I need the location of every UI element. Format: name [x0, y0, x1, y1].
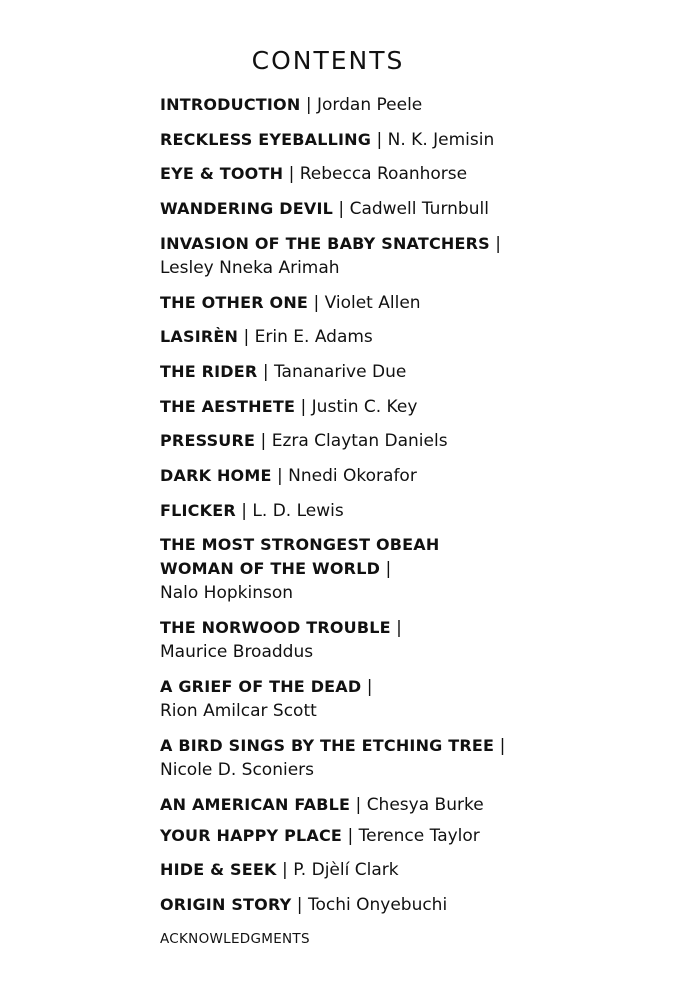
entry-author: Tochi Onyebuchi [307, 895, 448, 915]
entry-author: Terence Taylor [358, 826, 480, 846]
toc-entry-eye-and-tooth[interactable] [160, 162, 560, 186]
entry-title: LASIRÈN [160, 327, 239, 346]
entry-author: Erin E. Adams [254, 327, 373, 347]
entry-separator: | [494, 736, 506, 756]
entry-title: THE RIDER [160, 362, 258, 381]
entry-author: Rebecca Roanhorse [299, 164, 468, 184]
entry-author: L. D. Lewis [252, 501, 344, 521]
entry-separator: | [308, 293, 325, 313]
entry-separator: | [238, 327, 255, 347]
entry-title: ORIGIN STORY [160, 895, 292, 914]
entry-author: Nalo Hopkinson [160, 583, 294, 603]
entry-title: A BIRD SINGS BY THE ETCHING TREE [160, 736, 495, 755]
entry-separator: | [257, 362, 274, 382]
toc-entry-the-aesthete[interactable] [160, 395, 560, 419]
page-title: CONTENTS [251, 46, 405, 75]
toc-entry-reckless-eyeballing[interactable] [160, 128, 560, 152]
entry-separator: | [283, 164, 300, 184]
entry-author: N. K. Jemisin [387, 130, 495, 150]
toc-entry-the-most-strongest-obeah-woman[interactable] [160, 533, 560, 605]
entry-separator: | [390, 618, 402, 638]
entry-separator: | [276, 860, 294, 880]
toc-entry-dark-home[interactable] [160, 464, 560, 488]
toc-entry-lasiren[interactable] [160, 325, 560, 349]
entry-author: Nnedi Okorafor [288, 466, 417, 486]
entry-author: Tananarive Due [273, 362, 407, 382]
entry-author: Lesley Nneka Arimah [160, 258, 340, 278]
entry-title: THE AESTHETE [160, 397, 296, 416]
toc-entry-your-happy-place[interactable] [160, 824, 560, 848]
toc-entry-a-bird-sings-by-the-etching-tree[interactable] [160, 734, 560, 782]
toc-entry-introduction[interactable] [160, 93, 560, 117]
toc-entry-the-other-one[interactable] [160, 291, 560, 315]
toc-entry-flicker[interactable] [160, 499, 560, 523]
entry-title: THE NORWOOD TROUBLE [160, 618, 391, 637]
toc-entry-the-rider[interactable] [160, 360, 560, 384]
entry-title: RECKLESS EYEBALLING [160, 130, 372, 149]
entry-title: PRESSURE [160, 431, 256, 450]
entry-title: DARK HOME [160, 466, 272, 485]
toc-entry-invasion-of-the-baby-snatchers[interactable] [160, 232, 560, 280]
toc-entry-pressure[interactable] [160, 429, 560, 453]
entry-separator: | [361, 677, 373, 697]
entry-separator: | [380, 559, 392, 579]
entry-author: Jordan Peele [317, 95, 423, 115]
entry-author: Cadwell Turnbull [349, 199, 489, 219]
entry-title: INVASION OF THE BABY SNATCHERS [160, 234, 490, 253]
entry-separator: | [255, 431, 272, 451]
entry-author: Justin C. Key [311, 397, 418, 417]
toc-entry-hide-and-seek[interactable] [160, 858, 560, 882]
toc-entry-an-american-fable[interactable] [160, 793, 560, 817]
toc-entry-origin-story[interactable] [160, 893, 560, 917]
entry-title: EYE & TOOTH [160, 164, 284, 183]
entry-title: INTRODUCTION [160, 95, 301, 114]
toc-entry-a-grief-of-the-dead[interactable] [160, 675, 560, 723]
entry-separator: | [333, 199, 350, 219]
entry-author: Rion Amilcar Scott [160, 701, 317, 721]
entry-title: AN AMERICAN FABLE [160, 795, 351, 814]
entry-author: Maurice Broaddus [160, 642, 314, 662]
entry-separator: | [235, 501, 253, 521]
entry-author: P. Djèlí Clark [293, 860, 399, 880]
entry-title: WANDERING DEVIL [160, 199, 334, 218]
entry-title-line-2: WOMAN OF THE WORLD [160, 559, 381, 578]
entry-title: THE OTHER ONE [160, 293, 309, 312]
entry-title-line-1: THE MOST STRONGEST OBEAH [160, 535, 440, 554]
toc-entry-wandering-devil[interactable] [160, 197, 560, 221]
entry-title: YOUR HAPPY PLACE [160, 826, 343, 845]
entry-author: Nicole D. Sconiers [160, 760, 315, 780]
toc-entry-the-norwood-trouble[interactable] [160, 616, 560, 664]
entry-title: HIDE & SEEK [160, 860, 277, 879]
entry-title: A GRIEF OF THE DEAD [160, 677, 362, 696]
toc-entry-acknowledgments[interactable]: ACKNOWLEDGMENTS [160, 931, 310, 947]
entry-separator: | [489, 234, 502, 254]
entry-author: Ezra Claytan Daniels [271, 431, 448, 451]
entry-author: Chesya Burke [366, 795, 484, 815]
entry-separator: | [295, 397, 312, 417]
entry-author: Violet Allen [324, 293, 421, 313]
entry-separator: | [271, 466, 289, 486]
entry-separator: | [342, 826, 359, 846]
entry-separator: | [350, 795, 367, 815]
entry-title: FLICKER [160, 501, 236, 520]
entry-separator: | [291, 895, 308, 915]
entry-separator: | [371, 130, 388, 150]
entry-separator: | [300, 95, 318, 115]
